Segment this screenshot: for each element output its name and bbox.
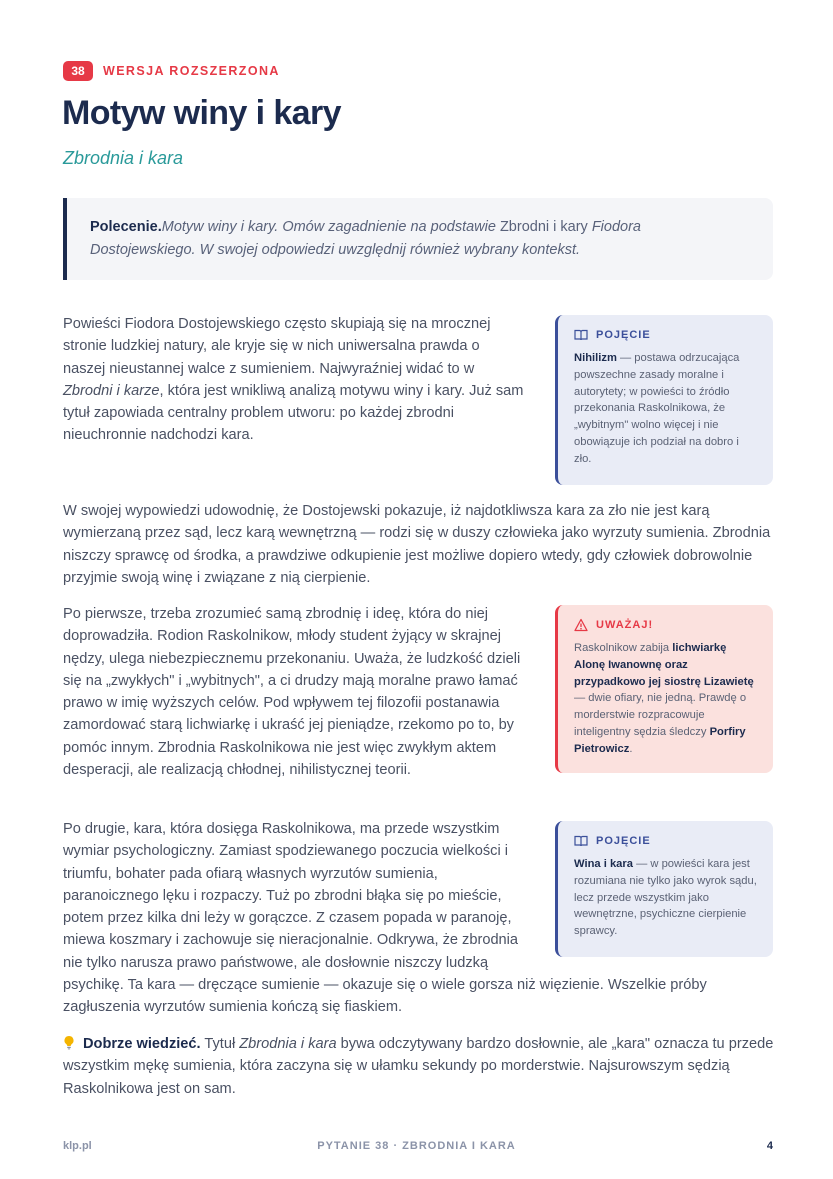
footer-site-link[interactable]: klp.pl [63, 1140, 92, 1152]
warning-box [555, 605, 773, 773]
page-subtitle: Zbrodnia i kara [63, 148, 184, 168]
warning-text-1: Raskolnikow zabija [574, 642, 673, 654]
page-number: 4 [766, 1140, 773, 1152]
concept-box-nihilism [555, 315, 773, 485]
tip-label: Dobrze wiedzieć. [83, 1036, 201, 1052]
question-header [63, 61, 280, 81]
warning-text-2: — dwie ofiary, nie jedną. Prawdę o morderstwie rozpracowuje inteligentny sędzia śledczy [574, 692, 747, 738]
page-title: Motyw winy i kary [62, 94, 341, 132]
concept-term: Nihilizm [574, 352, 617, 364]
concept-box-guilt [555, 821, 773, 957]
task-prompt-box [63, 198, 773, 280]
warning-judge: Porfiry Pietrowicz [574, 725, 746, 755]
question-number-badge: 38 [63, 61, 93, 81]
warning-triangle-icon [574, 618, 588, 632]
tip-text-1: Tytuł [200, 1036, 240, 1052]
warning-heading: UWAŻAJ! [596, 619, 654, 631]
footer-section-label: PYTANIE 38 · ZBRODNIA I KARA [317, 1140, 516, 1152]
prompt-text-1: Motyw winy i kary. Omów zagadnienie na podstawie [161, 219, 500, 235]
prompt-label: Polecenie. [90, 219, 162, 235]
thesis-paragraph: W swojej wypowiedzi udowodnię, że Dostojewski pokazuje, iż najdotkliwsza kara za zło nie jest karą wymierzaną przez sąd, lecz karą wewnętrzną — rodzi się w duszy człowieka jako wyrzuty sumienia. Zbrodnia niszczy sprawcę od środka, a prawdziwe odkupienie jest możliwe dopiero wtedy, gdy człowiek dobrowolnie przyjmie swoją winę i związane z nią cierpienie. [63, 503, 771, 586]
warning-text-3: . [629, 742, 633, 755]
concept-term: Wina i kara [574, 858, 633, 870]
prompt-text-2: Fiodora Dostojewskiego. W swojej odpowiedzi uwzględnij również wybrany kontekst. [90, 219, 641, 258]
good-to-know-note [63, 1033, 775, 1100]
warning-victims: lichwiarkę Alonę Iwanownę oraz przypadkowo jej siostrę Lizawietę [574, 642, 754, 688]
argument-2-text: Po drugie, kara, która dosięga Raskolnikowa, ma przede wszystkim wymiar psychologiczny. Zamiast spodziewanego poczucia wielkości i triumfu, bohater pada ofiarą własnych wyrzutów sumienia, paranoicznego lęku i rozpaczy. Tuż po zbrodni błąka się po mieście, potem przez kilka dni leży w gorączce. Z czasem popada w paranoję, miewa koszmary i zachowuje się nieracjonalnie. Odkrywa, że zbrodnia nie tylko narusza prawo państwowe, ale dosłownie niszczy ludzką psychikę. Ta kara — dręczące sumienie — okazuje się o wiele gorsza niż więzienie. Wszelkie próby zagłuszenia wyrzutów sumienia kończą się fiaskiem. [63, 821, 707, 1016]
argument-1-paragraph: Po pierwsze, trzeba zrozumieć samą zbrodnię i ideę, która do niej doprowadziła. Rodion Raskolnikow, młody student żyjący w skrajnej nędzy, ulega niebezpiecznemu przekonaniu. Uważa, że ludzkość dzieli się na „zwykłych" i „wybitnych", a ci drudzy mają moralne prawo łamać prawo w imię wyższych celów. Pod wpływem tej filozofii postanawia zamordować starą lichwiarkę i ukraść jej pieniądze, rzekomo po to, by pomóc innym. Zbrodnia Raskolnikowa nie jest więc zwykłym aktem desperacji, ale realizacją chłodnej, nihilistycznej teorii. [63, 606, 521, 779]
intro-work-title: Zbrodni i karze [63, 382, 160, 399]
concept-definition: — postawa odrzucająca powszechne zasady moralne i autorytety; w powieści to źródło przekonania Raskolnikowa, że „wybitnym" wolno więcej i nie obowiązuje ich podział na dobro i zło. [574, 352, 740, 465]
concept-heading: POJĘCIE [596, 329, 651, 341]
lightbulb-icon [63, 1033, 77, 1055]
version-label: WERSJA ROZSZERZONA [103, 64, 280, 78]
intro-text-2: , która jest wnikliwą analizą motywu winy i kary. Już sam tytuł zapowiada centralny problem utworu: po każdej zbrodni nieuchronnie nadchodzi kara. [63, 382, 524, 444]
tip-text-2: bywa odczytywany bardzo dosłownie, ale „kara" oznacza tu przede wszystkim mękę sumienia, która zaczyna się w ułamku sekundy po morderstwie. Najsurowszym sędzią Raskolnikowa jest on sam. [63, 1036, 774, 1097]
concept-definition: — w powieści kara jest rozumiana nie tylko jako wyrok sądu, lecz przede wszystkim jako wewnętrzne, psychiczne cierpienie sprawcy. [574, 858, 757, 938]
book-icon [574, 328, 588, 342]
tip-work-title: Zbrodnia i kara [239, 1036, 337, 1052]
intro-paragraph [63, 313, 525, 447]
book-icon [574, 834, 588, 848]
concept-heading: POJĘCIE [596, 835, 651, 847]
intro-text-1: Powieści Fiodora Dostojewskiego często skupiają się na mrocznej stronie ludzkiej natury, ale kryje się w nich uniwersalna prawda o naszej nieustannej walce z sumieniem. Najwyraźniej widać to w [63, 316, 491, 377]
prompt-work: Zbrodni i kary [499, 219, 588, 235]
